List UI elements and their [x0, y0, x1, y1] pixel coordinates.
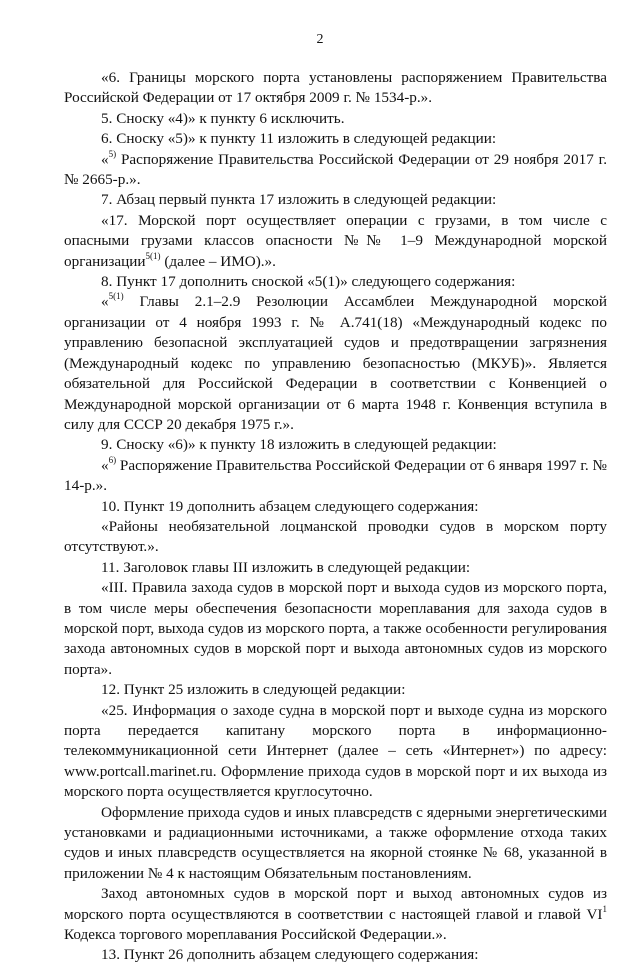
document-body [64, 68, 607, 966]
paragraph-quote-item-6: «6. Границы морского порта установлены распоряжением Правительства Российской Федерации от 17 октября 2009 г. № 1534-р.». [64, 69, 607, 107]
footnote-marker: 5(1) [145, 250, 161, 261]
paragraph-item-6: 6. Сноску «5)» к пункту 11 изложить в следующей редакции: [101, 130, 497, 148]
paragraph-item-7: 7. Абзац первый пункта 17 изложить в следующей редакции: [101, 191, 497, 209]
paragraph-item-13: 13. Пункт 26 дополнить абзацем следующего содержания: [101, 946, 479, 964]
page-number: 2 [316, 32, 324, 47]
paragraph-quote-item-17: «17. Морской порт осуществляет операции с грузами, в том числе с опасными грузами классов опасности №№ 1–9 Международной морской организации$^{5(1)}$ (далее – ИМО).». [64, 211, 607, 270]
footnote-marker: 5) [108, 148, 117, 159]
paragraph-quote-chapter-3: «III. Правила захода судов в морской порт и выхода судов из морского порта, в том числе меры обеспечения безопасности мореплавания для захода судов в морской порт, выхода судов из морского порта, а также особенности регулирования захода автономных судов в морской порт и выхода автономных судов из морского порта». [64, 579, 607, 678]
paragraph-quote-item-25: «25. Информация о заходе судна в морской порт и выходе судна из морского порта передается капитану морского порта в информационно-телекоммуникационной сети Интернет (далее – сеть «Интернет») по адресу: www.portcall.marinet.ru. Оформление прихода судов в морской порт и их выхода из морского порта осуществляется круглосуточно. [64, 701, 607, 801]
paragraph-item-11: 11. Заголовок главы III изложить в следующей редакции: [101, 558, 471, 576]
paragraph-item-5: 5. Сноску «4)» к пункту 6 исключить. [101, 109, 345, 127]
paragraph-quote-pilotage: «Районы необязательной лоцманской проводки судов в морском порту отсутствуют.». [64, 517, 607, 556]
paragraph-footnote-5: «$^{5)}$ Распоряжение Правительства Российской Федерации от 29 ноября 2017 г. № 2665-р.». [64, 148, 607, 189]
footnote-marker: 5(1) [108, 291, 124, 302]
paragraph-nuclear-vessels: Оформление прихода судов и иных плавсредств с ядерными энергетическими установками и радиационными источниками, а также оформление отхода таких судов и иных плавсредств осуществляется на якорной стоянке № 68, указанной в приложении № 4 к настоящим Обязательным постановлениям. [64, 803, 607, 882]
paragraph-autonomous-vessels: Заход автономных судов в морской порт и выход автономных судов из морского порта осуществляются в соответствии с настоящей главой и главой $VI^1$ Кодекса торгового мореплавания Российской Федерации.». [64, 885, 607, 944]
footnote-marker: 1 [602, 903, 607, 914]
paragraph-item-10: 10. Пункт 19 дополнить абзацем следующего содержания: [101, 497, 479, 515]
paragraph-footnote-6: «$^{6)}$ Распоряжение Правительства Российской Федерации от 6 января 1997 г. № 14-р.». [64, 454, 607, 495]
paragraph-footnote-5-1: «$^{5(1)}$ Главы 2.1–2.9 Резолюции Ассамблеи Международной морской организации от 4 ноября 1993 г. № А.741(18) «Международный кодекс по управлению безопасной эксплуатацией судов и предотвращении загрязнения (Международный кодекс по управлению безопасностью (МКУБ)». Является обязательной для Российской Федерации в соответствии с Конвенцией о Международной морской организации от 6 марта 1948 г. Конвенция вступила в силу для СССР 20 декабря 1975 г.». [64, 291, 607, 433]
footnote-marker: 6) [108, 454, 117, 465]
paragraph-item-8: 8. Пункт 17 дополнить сноской «5(1)» следующего содержания: [101, 273, 516, 291]
paragraph-item-9: 9. Сноску «6)» к пункту 18 изложить в следующей редакции: [101, 436, 497, 454]
paragraph-item-12: 12. Пункт 25 изложить в следующей редакции: [101, 681, 406, 699]
